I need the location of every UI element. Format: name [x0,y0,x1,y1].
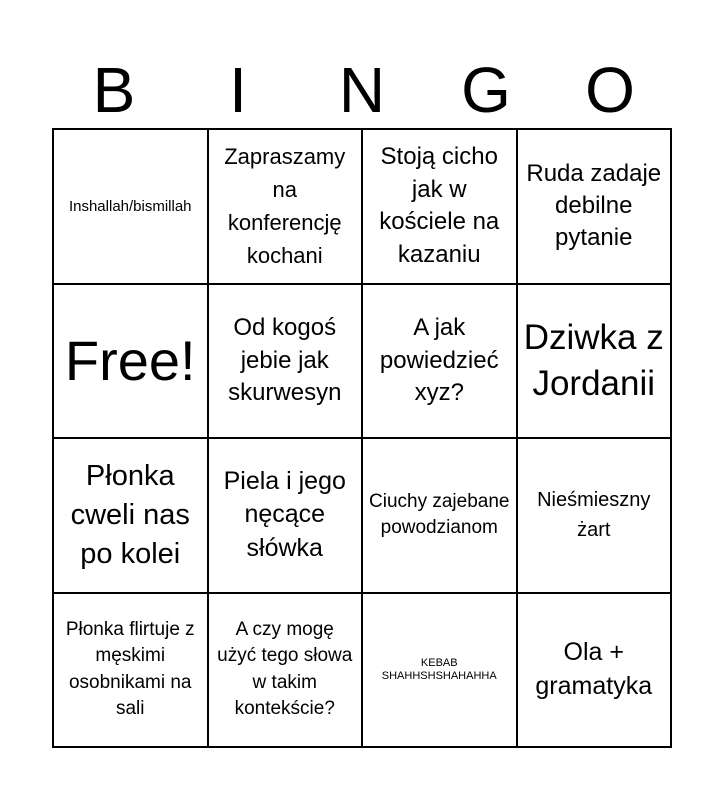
bingo-cell-r4c4[interactable] [518,594,673,749]
bingo-cell-text: Inshallah/bismillah [68,197,192,215]
bingo-cell-text: Nieśmieszny żart [537,489,651,542]
bingo-cell-r1c1[interactable] [54,130,209,285]
bingo-cell-r1c2[interactable] [209,130,364,285]
bingo-cell-text: Stoją cicho jak w kościele na kazaniu [379,143,500,268]
bingo-cell-text: Płonka flirtuje z męskimi osobnikami na sali [65,618,195,720]
bingo-cell-text: Ruda zadaje debilne pytanie [526,159,662,252]
bingo-cell-r2c2[interactable] [209,285,364,440]
bingo-cell-text: Od kogoś jebie jak skurwesyn [228,314,342,406]
bingo-header [52,52,672,128]
bingo-cell-text: KEBAB SHAHHSHSHAHAHHA [381,656,497,682]
header-letter-b: B [92,54,136,126]
bingo-cell-text: A czy mogę użyć tego słowa w takim kontekście? [217,618,353,720]
header-letter-o: O [585,54,635,126]
bingo-cell-text: Ola + gramatyka [535,638,653,700]
bingo-board [52,128,672,748]
header-letter-i: I [229,54,247,126]
header-letter-n: N [338,54,386,126]
bingo-cell-r2c4[interactable] [518,285,673,440]
free-space-text: Free! [64,328,196,392]
bingo-cell-r3c2[interactable] [209,439,364,594]
bingo-cell-r4c1[interactable] [54,594,209,749]
bingo-cell-r3c1[interactable] [54,439,209,594]
bingo-cell-r4c2[interactable] [209,594,364,749]
bingo-cell-r3c3[interactable] [363,439,518,594]
bingo-cell-text: Zapraszamy na konferencję kochani [224,144,346,269]
bingo-cell-r4c3[interactable] [363,594,518,749]
bingo-cell-text: Dziwka z Jordanii [523,318,664,403]
bingo-cell-r1c4[interactable] [518,130,673,285]
bingo-cell-text: Płonka cweli nas po kolei [70,459,190,570]
bingo-cell-free[interactable] [54,285,209,440]
header-letter-g: G [461,54,511,126]
bingo-cell-r3c4[interactable] [518,439,673,594]
bingo-cell-r1c3[interactable] [363,130,518,285]
bingo-cell-text: Piela i jego nęcące słówka [223,466,346,563]
bingo-cell-text: A jak powiedzieć xyz? [379,314,499,406]
bingo-cell-text: Ciuchy zajebane powodzianom [369,490,510,539]
bingo-cell-r2c3[interactable] [363,285,518,440]
